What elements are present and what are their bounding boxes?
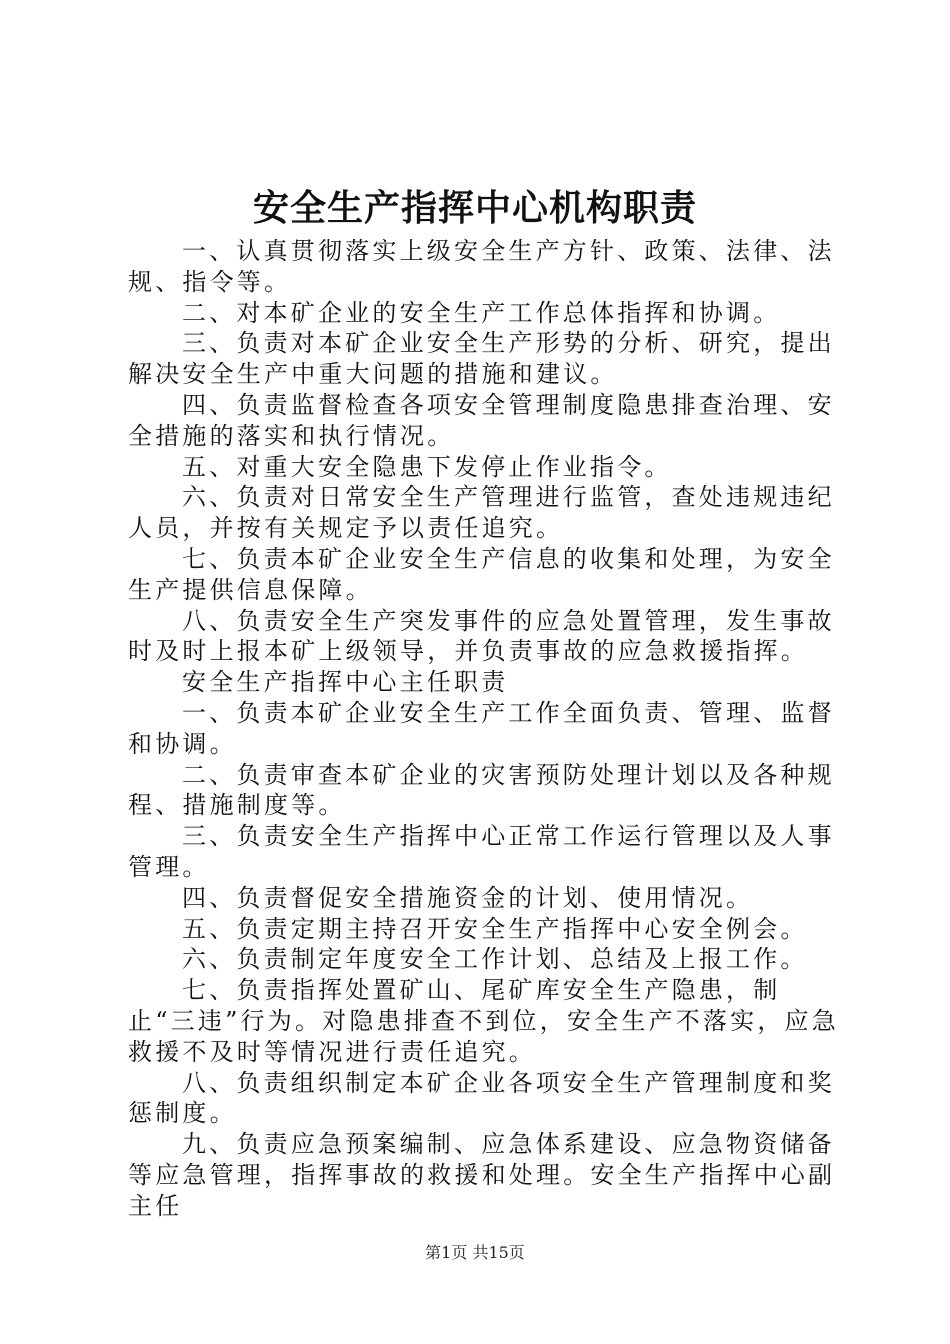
page-indicator: 第1页 共15页: [425, 1243, 525, 1262]
document-body: [128, 236, 850, 1222]
paragraph: 五、负责定期主持召开安全生产指挥中心安全例会。: [182, 914, 808, 943]
paragraph: 三、负责对本矿企业安全生产形势的分析、研究，提出解决安全生产中重大问题的措施和建议。: [128, 329, 835, 389]
paragraph: 七、负责本矿企业安全生产信息的收集和处理，为安全生产提供信息保障。: [128, 544, 835, 604]
paragraph: 八、负责安全生产突发事件的应急处置管理，发生事故时及时上报本矿上级领导，并负责事故的应急救援指挥。: [128, 606, 835, 666]
paragraph: 五、对重大安全隐患下发停止作业指令。: [182, 452, 672, 481]
paragraph: 三、负责安全生产指挥中心正常工作运行管理以及人事管理。: [128, 822, 835, 881]
paragraph: 七、负责指挥处置矿山、尾矿库安全生产隐患，制止“三违”行为。对隐患排查不到位，安全生产不落实，应急救援不及时等情况进行责任追究。: [128, 976, 839, 1066]
paragraph: 一、认真贯彻落实上级安全生产方针、政策、法律、法规、指令等。: [128, 237, 835, 296]
paragraph: 六、负责对日常安全生产管理进行监管，查处违规违纪人员，并按有关规定予以责任追究。: [128, 483, 835, 543]
paragraph: 九、负责应急预案编制、应急体系建设、应急物资储备等应急管理，指挥事故的救援和处理。安全生产指挥中心副主任: [128, 1130, 836, 1220]
document-title: 安全生产指挥中心机构职责: [252, 187, 697, 229]
paragraph: 四、负责督促安全措施资金的计划、使用情况。: [182, 883, 754, 912]
paragraph: 四、负责监督检查各项安全管理制度隐患排查治理、安全措施的落实和执行情况。: [128, 390, 835, 450]
paragraph: 二、负责审查本矿企业的灾害预防处理计划以及各种规程、措施制度等。: [128, 760, 835, 820]
paragraph: 八、负责组织制定本矿企业各项安全生产管理制度和奖惩制度。: [128, 1068, 835, 1128]
section-heading: 安全生产指挥中心主任职责: [182, 668, 509, 697]
paragraph: 二、对本矿企业的安全生产工作总体指挥和协调。: [182, 298, 781, 327]
paragraph: 一、负责本矿企业安全生产工作全面负责、管理、监督和协调。: [128, 698, 835, 758]
paragraph: 六、负责制定年度安全工作计划、总结及上报工作。: [182, 945, 808, 974]
